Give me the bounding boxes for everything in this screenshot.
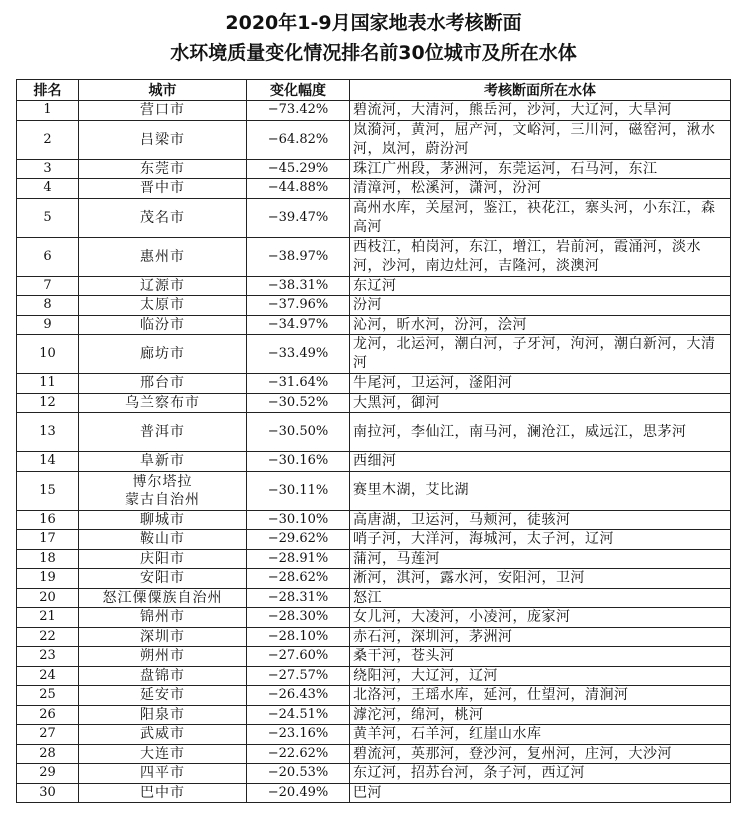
rank-cell: 10 <box>17 335 79 374</box>
table-header-row <box>17 80 731 101</box>
city-cell: 乌兰察布市 <box>79 393 247 413</box>
table-row <box>17 315 731 335</box>
water-cell: 赛里木湖，艾比湖 <box>350 471 731 510</box>
city-cell: 阳泉市 <box>79 705 247 725</box>
table-row <box>17 686 731 706</box>
water-cell: 高唐湖，卫运河，马颊河，徒骇河 <box>350 510 731 530</box>
rank-cell: 16 <box>17 510 79 530</box>
rank-cell: 29 <box>17 764 79 784</box>
water-cell: 怒江 <box>350 588 731 608</box>
table-body <box>17 101 731 803</box>
table-row <box>17 764 731 784</box>
city-cell: 晋中市 <box>79 179 247 199</box>
ranking-table <box>16 79 731 803</box>
water-cell: 牛尾河，卫运河，滏阳河 <box>350 374 731 394</box>
city-cell: 庆阳市 <box>79 549 247 569</box>
rank-cell: 4 <box>17 179 79 199</box>
rank-cell: 13 <box>17 413 79 452</box>
change-cell: −28.31% <box>247 588 350 608</box>
change-cell: −20.53% <box>247 764 350 784</box>
rank-cell: 15 <box>17 471 79 510</box>
city-cell <box>79 471 247 510</box>
rank-cell: 1 <box>17 101 79 121</box>
column-header-water: 考核断面所在水体 <box>350 80 731 101</box>
table-row <box>17 335 731 374</box>
table-row <box>17 179 731 199</box>
city-cell: 辽源市 <box>79 276 247 296</box>
table-row <box>17 101 731 121</box>
city-cell: 怒江傈僳族自治州 <box>79 588 247 608</box>
rank-cell: 17 <box>17 530 79 550</box>
water-cell: 沁河，昕水河，汾河，浍河 <box>350 315 731 335</box>
change-cell: −37.96% <box>247 296 350 316</box>
water-cell: 女儿河，大凌河，小凌河，庞家河 <box>350 608 731 628</box>
rank-cell: 20 <box>17 588 79 608</box>
rank-cell: 30 <box>17 783 79 803</box>
rank-cell: 12 <box>17 393 79 413</box>
rank-cell: 25 <box>17 686 79 706</box>
city-cell: 锦州市 <box>79 608 247 628</box>
city-cell: 邢台市 <box>79 374 247 394</box>
water-cell: 碧流河，英那河，登沙河，复州河，庄河，大沙河 <box>350 744 731 764</box>
water-cell: 巴河 <box>350 783 731 803</box>
water-cell: 高州水库，关屋河，鉴江，袂花江，寨头河，小东江，森高河 <box>350 198 731 237</box>
change-cell: −24.51% <box>247 705 350 725</box>
city-cell: 太原市 <box>79 296 247 316</box>
city-cell: 聊城市 <box>79 510 247 530</box>
city-cell: 阜新市 <box>79 452 247 472</box>
change-cell: −30.16% <box>247 452 350 472</box>
rank-cell: 18 <box>17 549 79 569</box>
water-cell: 汾河 <box>350 296 731 316</box>
city-line-2: 蒙古自治州 <box>125 491 200 508</box>
water-cell: 西细河 <box>350 452 731 472</box>
table-row <box>17 120 731 159</box>
table-row <box>17 413 731 452</box>
table-row <box>17 452 731 472</box>
water-cell: 黄羊河，石羊河，红崖山水库 <box>350 725 731 745</box>
city-cell: 临汾市 <box>79 315 247 335</box>
table-row <box>17 588 731 608</box>
city-cell: 惠州市 <box>79 237 247 276</box>
city-cell: 武威市 <box>79 725 247 745</box>
table-row <box>17 666 731 686</box>
rank-cell: 5 <box>17 198 79 237</box>
city-cell: 安阳市 <box>79 569 247 589</box>
rank-cell: 19 <box>17 569 79 589</box>
city-cell: 四平市 <box>79 764 247 784</box>
change-cell: −28.62% <box>247 569 350 589</box>
column-header-city: 城市 <box>79 80 247 101</box>
water-cell: 珠江广州段，茅洲河，东莞运河，石马河，东江 <box>350 159 731 179</box>
water-cell: 龙河，北运河，潮白河，子牙河，泃河，潮白新河，大清河 <box>350 335 731 374</box>
rank-cell: 22 <box>17 627 79 647</box>
water-cell: 哨子河，大洋河，海城河，太子河，辽河 <box>350 530 731 550</box>
table-row <box>17 471 731 510</box>
change-cell: −22.62% <box>247 744 350 764</box>
water-cell: 滹沱河，绵河，桃河 <box>350 705 731 725</box>
rank-cell: 6 <box>17 237 79 276</box>
city-cell: 延安市 <box>79 686 247 706</box>
change-cell: −30.11% <box>247 471 350 510</box>
change-cell: −44.88% <box>247 179 350 199</box>
city-line-1: 博尔塔拉 <box>132 473 193 490</box>
rank-cell: 3 <box>17 159 79 179</box>
change-cell: −28.30% <box>247 608 350 628</box>
change-cell: −34.97% <box>247 315 350 335</box>
city-cell: 盘锦市 <box>79 666 247 686</box>
table-row <box>17 198 731 237</box>
table-row <box>17 276 731 296</box>
table-row <box>17 374 731 394</box>
table-row <box>17 744 731 764</box>
table-row <box>17 725 731 745</box>
change-cell: −30.10% <box>247 510 350 530</box>
city-cell: 朔州市 <box>79 647 247 667</box>
change-cell: −27.60% <box>247 647 350 667</box>
change-cell: −45.29% <box>247 159 350 179</box>
table-row <box>17 237 731 276</box>
rank-cell: 28 <box>17 744 79 764</box>
rank-cell: 21 <box>17 608 79 628</box>
rank-cell: 26 <box>17 705 79 725</box>
change-cell: −20.49% <box>247 783 350 803</box>
change-cell: −31.64% <box>247 374 350 394</box>
table-row <box>17 627 731 647</box>
water-cell: 绕阳河，大辽河，辽河 <box>350 666 731 686</box>
change-cell: −28.10% <box>247 627 350 647</box>
change-cell: −26.43% <box>247 686 350 706</box>
change-cell: −39.47% <box>247 198 350 237</box>
rank-cell: 24 <box>17 666 79 686</box>
table-row <box>17 393 731 413</box>
change-cell: −30.50% <box>247 413 350 452</box>
rank-cell: 27 <box>17 725 79 745</box>
rank-cell: 7 <box>17 276 79 296</box>
table-row <box>17 510 731 530</box>
city-cell: 廊坊市 <box>79 335 247 374</box>
rank-cell: 23 <box>17 647 79 667</box>
column-header-rank: 排名 <box>17 80 79 101</box>
change-cell: −73.42% <box>247 101 350 121</box>
change-cell: −38.31% <box>247 276 350 296</box>
water-cell: 西枝江，柏岗河，东江，增江，岩前河，霞涌河，淡水河，沙河，南边灶河，吉隆河，淡澳河 <box>350 237 731 276</box>
change-cell: −27.57% <box>247 666 350 686</box>
change-cell: −29.62% <box>247 530 350 550</box>
city-cell: 鞍山市 <box>79 530 247 550</box>
rank-cell: 9 <box>17 315 79 335</box>
water-cell: 南拉河，李仙江，南马河，澜沧江，威远江，思茅河 <box>350 413 731 452</box>
city-cell: 营口市 <box>79 101 247 121</box>
water-cell: 蒲河，马莲河 <box>350 549 731 569</box>
table-row <box>17 783 731 803</box>
water-cell: 北洛河，王瑶水库，延河，仕望河，清涧河 <box>350 686 731 706</box>
table-row <box>17 296 731 316</box>
city-cell: 普洱市 <box>79 413 247 452</box>
water-cell: 大黑河，御河 <box>350 393 731 413</box>
table-row <box>17 549 731 569</box>
title-line-1: 2020年1-9月国家地表水考核断面 <box>225 12 522 34</box>
water-cell: 碧流河，大清河，熊岳河，沙河，大辽河，大旱河 <box>350 101 731 121</box>
change-cell: −64.82% <box>247 120 350 159</box>
table-row <box>17 530 731 550</box>
column-header-change: 变化幅度 <box>247 80 350 101</box>
change-cell: −28.91% <box>247 549 350 569</box>
city-cell: 大连市 <box>79 744 247 764</box>
water-cell: 岚漪河，黄河，屈产河，文峪河，三川河，磁窑河，湫水河，岚河，蔚汾河 <box>350 120 731 159</box>
table-row <box>17 569 731 589</box>
table-row <box>17 647 731 667</box>
change-cell: −38.97% <box>247 237 350 276</box>
table-row <box>17 159 731 179</box>
city-cell: 茂名市 <box>79 198 247 237</box>
rank-cell: 11 <box>17 374 79 394</box>
city-cell: 深圳市 <box>79 627 247 647</box>
table-row <box>17 705 731 725</box>
water-cell: 清漳河，松溪河，潇河，汾河 <box>350 179 731 199</box>
rank-cell: 2 <box>17 120 79 159</box>
water-cell: 东辽河 <box>350 276 731 296</box>
table-row <box>17 608 731 628</box>
change-cell: −23.16% <box>247 725 350 745</box>
change-cell: −30.52% <box>247 393 350 413</box>
rank-cell: 8 <box>17 296 79 316</box>
city-cell: 吕梁市 <box>79 120 247 159</box>
city-cell: 东莞市 <box>79 159 247 179</box>
water-cell: 桑干河，苍头河 <box>350 647 731 667</box>
water-cell: 淅河，淇河，露水河，安阳河，卫河 <box>350 569 731 589</box>
city-cell: 巴中市 <box>79 783 247 803</box>
rank-cell: 14 <box>17 452 79 472</box>
water-cell: 东辽河，招苏台河，条子河，西辽河 <box>350 764 731 784</box>
title-line-2: 水环境质量变化情况排名前30位城市及所在水体 <box>170 42 577 64</box>
water-cell: 赤石河，深圳河，茅洲河 <box>350 627 731 647</box>
change-cell: −33.49% <box>247 335 350 374</box>
